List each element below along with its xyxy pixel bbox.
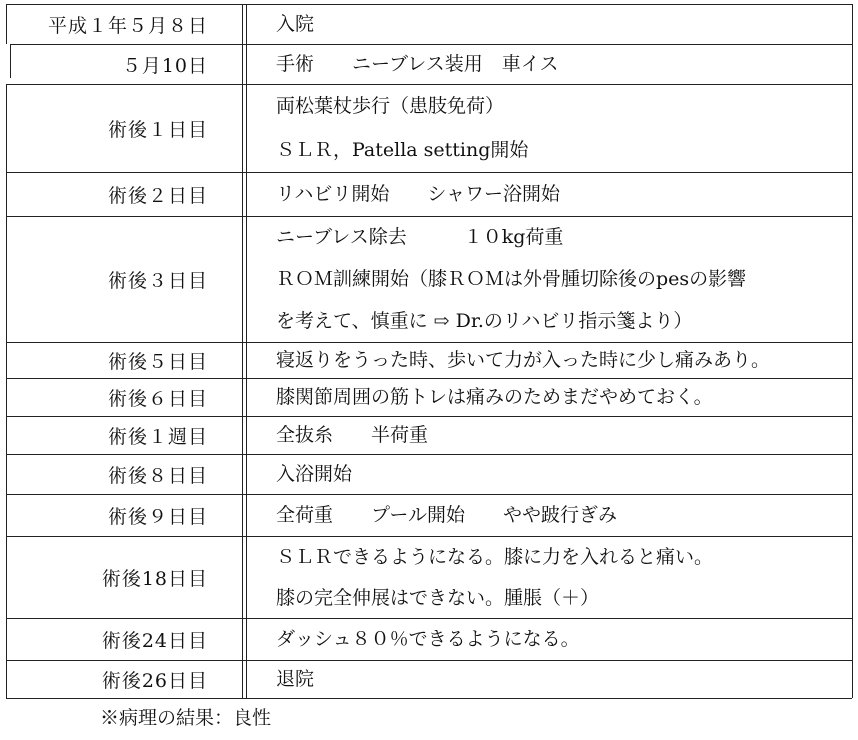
row-date: 術後18日目 xyxy=(101,567,208,590)
timeline-row xyxy=(0,342,858,378)
row-date: 術後３日目 xyxy=(107,269,208,292)
row-event xyxy=(276,342,852,378)
row-event xyxy=(276,416,852,454)
event-line: 退院 xyxy=(276,668,315,690)
timeline-row xyxy=(0,44,858,84)
event-line: ダッシュ８０％できるようになる。 xyxy=(276,628,580,650)
event-line: 両松葉杖歩行（患肢免荷） xyxy=(276,95,505,117)
timeline-row xyxy=(0,84,858,172)
row-event xyxy=(276,378,852,416)
row-date: 術後１日目 xyxy=(107,118,208,141)
row-date: 術後９日目 xyxy=(107,505,208,528)
pathology-note: ※病理の結果：良性 xyxy=(100,707,272,729)
row-date: 平成１年５月８日 xyxy=(47,14,208,37)
event-line: 入浴開始 xyxy=(276,463,353,485)
row-date: 術後６日目 xyxy=(107,387,208,410)
row-date: 術後１週目 xyxy=(107,425,208,448)
row-event xyxy=(276,84,852,172)
timeline-row xyxy=(0,4,858,44)
row-date: ５月10日 xyxy=(121,54,208,77)
event-line: 全抜糸 半荷重 xyxy=(276,424,429,446)
event-line: 膝の完全伸展はできない。腫脹（＋） xyxy=(276,586,600,609)
row-event xyxy=(276,4,852,44)
event-line: 入院 xyxy=(276,13,315,35)
row-event xyxy=(276,172,852,216)
event-line: 全荷重 プール開始 やや跛行ぎみ xyxy=(276,504,618,526)
event-line: 膝関節周囲の筋トレは痛みのためまだやめておく。 xyxy=(276,386,713,408)
timeline-row xyxy=(0,416,858,454)
row-event xyxy=(276,494,852,536)
timeline-row xyxy=(0,216,858,342)
row-event xyxy=(276,44,852,84)
row-date: 術後24日目 xyxy=(101,629,208,652)
timeline-row xyxy=(0,172,858,216)
row-event xyxy=(276,660,852,698)
row-date: 術後26日目 xyxy=(101,669,208,692)
row-date: 術後５日目 xyxy=(107,350,208,373)
row-event xyxy=(276,454,852,494)
row-event xyxy=(276,216,852,342)
timeline-row xyxy=(0,494,858,536)
event-line: を考えて、慎重に ⇨ Dr.のリハビリ指示箋より） xyxy=(276,310,693,332)
row-event xyxy=(276,536,852,618)
event-line: ＳＬＲ，Patella setting開始 xyxy=(276,139,529,161)
event-line: ＲＯＭ訓練開始（膝ＲＯＭは外骨腫切除後のpesの影響 xyxy=(276,268,747,290)
timeline-row xyxy=(0,536,858,618)
event-line: ニーブレス除去 １０kg荷重 xyxy=(276,226,564,248)
row-event xyxy=(276,618,852,660)
row-divider xyxy=(6,698,852,699)
timeline-row xyxy=(0,378,858,416)
event-line: リハビリ開始 シャワー浴開始 xyxy=(276,183,561,205)
row-date: 術後２日目 xyxy=(107,184,208,207)
timeline-row xyxy=(0,660,858,698)
event-line: 手術 ニーブレス装用 車イス xyxy=(276,53,559,75)
timeline-row xyxy=(0,454,858,494)
row-date: 術後８日目 xyxy=(107,464,208,487)
event-line: 寝返りをうった時、歩いて力が入った時に少し痛みあり。 xyxy=(276,349,771,371)
timeline-row xyxy=(0,618,858,660)
event-line: ＳＬＲできるようになる。膝に力を入れると痛い。 xyxy=(276,545,714,568)
